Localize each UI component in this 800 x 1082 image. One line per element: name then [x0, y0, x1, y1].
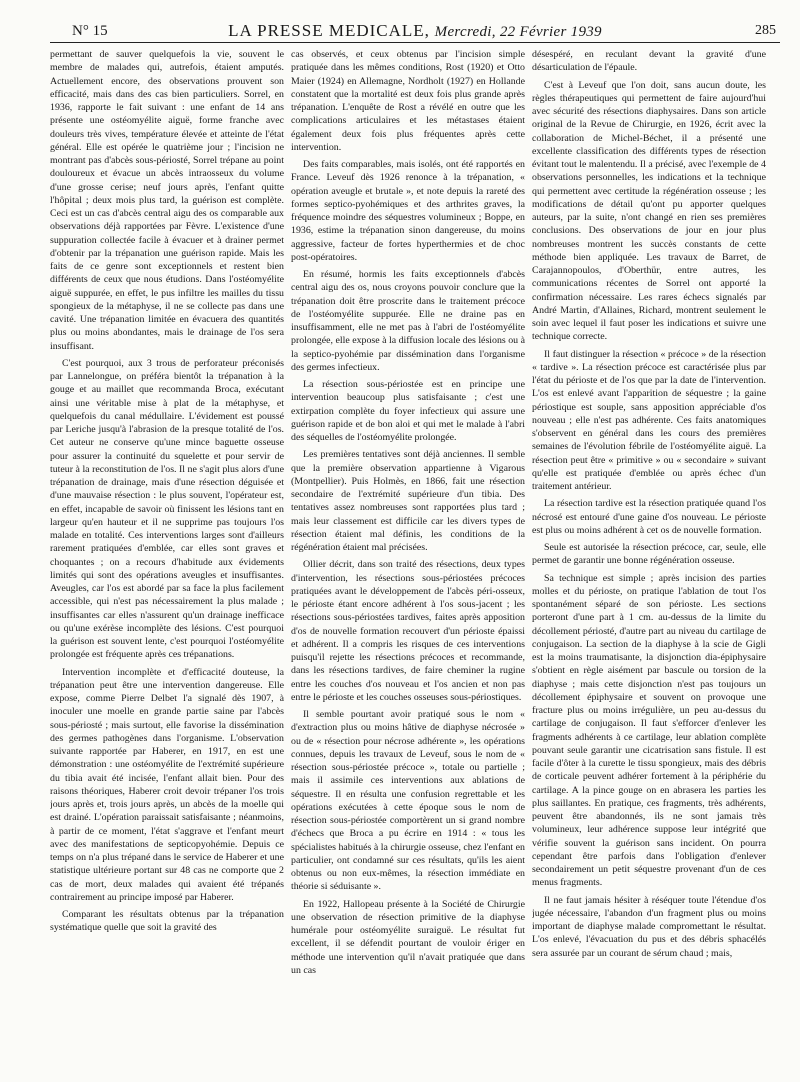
column-right [532, 48, 766, 1076]
paragraph: Seule est autorisée la résection précoce, car, seule, elle permet de garantir une bonne régénération osseuse. [532, 542, 766, 567]
paragraph: La résection tardive est la résection pratiquée quand l'os nécrosé est entouré d'une gaine d'os nouveau. Le périoste est plus ou moins adhérent à cet os de nouvelle formation. [532, 498, 766, 536]
paragraph: En 1922, Hallopeau présente à la Société de Chirurgie une observation de résection primitive de la diaphyse humérale pour ostéomyélite suraiguë. Le résultat fut excellent, il se défendit pourtant de vouloir ériger en méthode une intervention qu'il n'avait pratiquée que dans un cas [291, 898, 525, 976]
paragraph: Il faut distinguer la résection « précoce » de la résection « tardive ». La résection précoce est caractérisée plus par l'état du périoste et de l'os que par la date de l'intervention. L'os est enlevé avant l'apparition de séquestre ; la gaine périostique est souple, sans apposition appréciable d'os nouveau ; elle n'est pas adhérente. Ces faits anatomiques s'observent en général dans les cours des premières semaines de l'évolution fébrile de l'ostéomyélite aiguë. La résection peut être « primitive » ou « secondaire » suivant qu'elle est pratiquée d'emblée ou après échec d'un traitement antérieur. [532, 348, 766, 492]
paragraph: Intervention incomplète et d'efficacité douteuse, la trépanation peut être une intervention dangereuse. Elle expose, comme Pierre Delbet l'a signalé dès 1907, à inoculer une moelle en grande partie saine par l'abcès sous-périosté ; mais surtout, elle favorise la dissémination des germes pathogènes dans l'organisme. L'observation suivante rapportée par Haberer, en 1917, en est une démonstration : une ostéomyélite de l'extrémité supérieure du tibia avait été incisée, l'enfant allait bien. Pour des raisons théoriques, Haberer croit devoir trépaner l'os trois jours après et, trois jours après, un abcès de la moelle qui est drainé. L'opération paraissait satisfaisante ; néanmoins, à partir de ce moment, l'état s'aggrave et l'enfant meurt avec des manifestations de septicopyohémie. Depuis ce temps on n'a plus trépané dans le service de Haberer et une statistique ultérieure portant sur 48 cas ne comporte que 2 cas de mort, deux malades qui avaient été trépanés contrairement au principe imposé par Haberer. [50, 666, 284, 903]
paragraph: C'est pourquoi, aux 3 trous de perforateur préconisés par Lannelongue, on préféra bientôt la trépanation à la gouge et au maillet que recommanda Broca, exécutant ainsi une véritable mise à plat de la métaphyse, et quelquefois du canal médullaire. L'évidement est poussé par Leriche jusqu'à l'abrasion de la presque totalité de l'os. Cet auteur ne conserve qu'une mince baguette osseuse pour assurer la continuité du squelette et pour servir de tuteur à la reconstitution de l'os. Il ne s'agit plus alors d'une trépanation de drainage, mais d'une résection déguisée et d'une mauvaise résection : le plus souvent, l'opérateur est, en effet, incapable de savoir où finissent les lésions tant en largeur qu'en hauteur et il ne supprime pas toujours l'os malade en totalité. Ces interventions larges sont d'ailleurs rarement pratiquées d'emblée, car elles sont graves et choquantes ; on a recours d'habitude aux évidements limités qui sont des opérations aveugles et insuffisantes. Aveugles, car l'os est abordé par sa face la plus facilement accessible, qui n'est pas nécessairement la plus malade ; insuffisantes car elles n'assurent qu'un drainage inefficace ou qu'une exérèse incomplète des lésions. C'est pourquoi la guérison est souvent lente, c'est pourquoi l'ostéomyélite prolongée est fréquente après ces trépanations. [50, 357, 284, 661]
journal-title: LA PRESSE MEDICALE, [228, 21, 430, 40]
paragraph: Il ne faut jamais hésiter à réséquer toute l'étendue d'os jugée nécessaire, l'abandon d'un fragment plus ou moins important de diaphyse malade compromettant le résultat. L'os enlevé, l'évacuation du pus et des débris sphacélés sera assurée par un courant de sérum chaud ; mais, [532, 894, 766, 959]
paragraph: cas observés, et ceux obtenus par l'incision simple pratiquée dans les mêmes conditions, Rost (1920) et Otto Maier (1924) en Allemagne, Nordholt (1927) en Hollande constatent que la mortalité est deux fois plus grande après trépanation. L'enquête de Rost a révélé en outre que les complications articulaires et les métastases étaient également deux fois plus fréquentes après cette intervention. [291, 49, 525, 153]
paragraph: C'est à Leveuf que l'on doit, sans aucun doute, les règles thérapeutiques qui permettent de faire aujourd'hui avec sécurité des résections diaphysaires. Dans son article original de la Revue de Chirurgie, en 1926, écrit avec la collaboration de Michel-Béchet, il a présenté une excellente classification des différents types de résection évitant tout le malentendu. Il a précisé, avec l'exemple de 4 observations personnelles, les indications et la technique qui permettent avec certitude la régénération osseuse ; les modifications de détail qu'ont pu apporter quelques auteurs, par la suite, n'ont changé en rien ses premières conclusions. Des observations de jour en jour plus nombreuses montrent les succès constants de cette méthode bien appliquée. Les travaux de Barret, de Carajannopoulos, d'Oberthür, entre autres, les communications récentes de Sorrel ont apporté la confirmation nécessaire. Les rares échecs signalés par André Martin, d'Allaines, Richard, montrent seulement le soin avec lequel il faut poser les indications et suivre une technique correcte. [532, 79, 766, 343]
paragraph: En résumé, hormis les faits exceptionnels d'abcès central aigu des os, nous croyons pouvoir conclure que la trépanation doit être proscrite dans le traitement précoce de l'ostéomyélite suppurée. Elle ne draine pas en insuffisamment, elle ne met pas à l'abri de l'ostéomyélite prolongée, elle expose à la diffusion locale des lésions ou à la septico-pyohémie par dissémination dans l'organisme des germes infectieux. [291, 269, 525, 373]
page-number: 285 [755, 23, 776, 38]
paragraph: désespéré, en reculant devant la gravité d'une désarticulation de l'épaule. [532, 49, 766, 74]
issue-number: N° 15 [72, 23, 108, 39]
paragraph: Sa technique est simple ; après incision des parties molles et du périoste, on pratique l'ablation de tout l'os spontanément séparé de son périoste. Les sections porteront d'une part à 1 cm. au-dessus de la limite du décollement périosté, d'autre part au niveau du cartilage de conjugaison. La section de la diaphyse à la scie de Gigli est la moins traumatisante, la disjonction dia-épiphysaire s'obtient en règle aisément par bascule ou torsion de la diaphyse ; mais cette disjonction n'est pas toujours un décollement épiphysaire et souvent on provoque une fracture plus ou moins irrégulière, un peu au-dessus du cartilage de conjugaison. Il faut s'efforcer d'enlever les fragments adhérents à ce cartilage, leur ablation complète pouvant seule garantir une cicatrisation sans fistule. Il est facile d'ôter à la curette le tissu spongieux, mais des débris de corticale peuvent adhérer fortement à la périphérie du cartilage. A la pince gouge on en abrasera les parties les plus saillantes. En pratique, ces fragments, très adhérents, peuvent être abandonnés, ils ne sont jamais très volumineux, leur adhérence suppose leur intégrité que vérifie souvent la guérison sans incident. On pourra cependant être parfois dans l'obligation d'enlever secondairement un petit séquestre provenant d'un de ces menus fragments. [532, 572, 766, 889]
header-rule [50, 42, 780, 43]
masthead [50, 21, 780, 41]
column-left [50, 48, 284, 1076]
paragraph: Il semble pourtant avoir pratiqué sous le nom « d'extraction plus ou moins hâtive de diaphyse nécrosée » ou de « résection pour nécrose adhérente », les opérations connues, depuis les travaux de Leveuf, sous le nom de « résection sous-périostée précoce », totale ou partielle ; mais il assimile ces interventions aux ablations de séquestre. Il en résulta une confusion regrettable et les opérations exécutées à cette époque sous le nom de résection sous-périostée comportèrent un si grand nombre d'échecs que Broca a pu écrire en 1914 : « tous les spécialistes habitués à la chirurgie osseuse, chez l'enfant en particulier, ont condamné sur ces résultats, qu'ils les aient obtenus ou non eux-mêmes, la résection immédiate en théorie si séduisante ». [291, 709, 525, 893]
issue-date: Mercredi, 22 Février 1939 [434, 24, 602, 40]
paragraph: Comparant les résultats obtenus par la trépanation systématique quelle que soit la gravité des [50, 909, 284, 934]
paragraph: Des faits comparables, mais isolés, ont été rapportés en France. Leveuf dès 1926 renonce à la trépanation, « opération aveugle et brutale », et note depuis la rareté des formes septico-pyohémiques et des arthrites graves, la fréquence moindre des séquestres volumineux ; Boppe, en 1936, estime la trépanation sinon dangereuse, du moins aggressive, facteur de fortes hyperthermies et de choc post-opératoires. [291, 159, 525, 263]
paragraph: Ollier décrit, dans son traité des résections, deux types d'intervention, les résections sous-périostées précoces pratiquées avant le développement de l'abcès péri-osseux, le périoste étant encore adhérent à l'os sous-jacent ; les résections sous-périostées tardives, faites après apposition d'os de nouvelle formation recouvert d'un périoste épaissi et adhérent. Il a compris les risques de ces interventions puisqu'il rejette les résections précoces et recommande, dans les résections tardives, de faire cheminer la rugine entre les couches d'os nouveau et l'os ancien et non pas entre le périoste et les couches osseuses sous-périostiques. [291, 559, 525, 703]
paragraph: La résection sous-périostée est en principe une intervention beaucoup plus satisfaisante ; c'est une extirpation complète du foyer infectieux qui assure une guérison rapide et de bon aloi et qui met le malade à l'abri des séquelles de l'ostéomyélite prolongée. [291, 379, 525, 443]
column-middle [291, 48, 525, 1076]
paragraph: permettant de sauver quelquefois la vie, souvent le membre de malades qui, autrefois, étaient amputés. Actuellement encore, des observations prouvent son efficacité, mais dans des cas bien particuliers. Sorrel, en 1936, rapporte le fait suivant : une enfant de 14 ans présente une ostéomyélite aiguë, forme franche avec douleurs très vives, température élevée et atteinte de l'état général. Elle est opérée le quatrième jour ; l'incision ne montrant pas d'abcès sous-périosté, Sorrel trépane au point douloureux et évacue un abcès intraosseux du volume d'une grosse cerise; neuf jours après, l'enfant quitte l'hôpital ; deux mois plus tard, la guérison est complète. Ceci est un cas d'abcès central aigu des os comparable aux observations déjà rapportées par Fèvre. L'existence d'une suppuration collectée facile à évacuer et à drainer permet d'obtenir par la trépanation une guérison rapide. Mais les faits de ce genre sont exceptionnels et restent bien différents de ceux que nous étudions. Dans l'ostéomyélite aiguë suppurée, en effet, le pus infiltre les mailles du tissu spongieux de la métaphyse, il ne se collecte pas dans une cavité. Une trépanation limitée en évacuera des quantités plus ou moins abondantes, mais le drainage de l'os sera insuffisant. [50, 49, 284, 352]
paragraph: Les premières tentatives sont déjà anciennes. Il semble que la première observation appartienne à Vigarous (Montpellier). Puis Holmès, en 1866, fait une résection secondaire de l'extrémité supérieure d'un tibia. Des tentatives assez nombreuses sont rapportées plus tard ; mais leur classement est difficile car les divers types de résection étaient mal définis, les conditions de la régénération étaient mal précisées. [291, 449, 525, 553]
page-header [50, 17, 780, 43]
